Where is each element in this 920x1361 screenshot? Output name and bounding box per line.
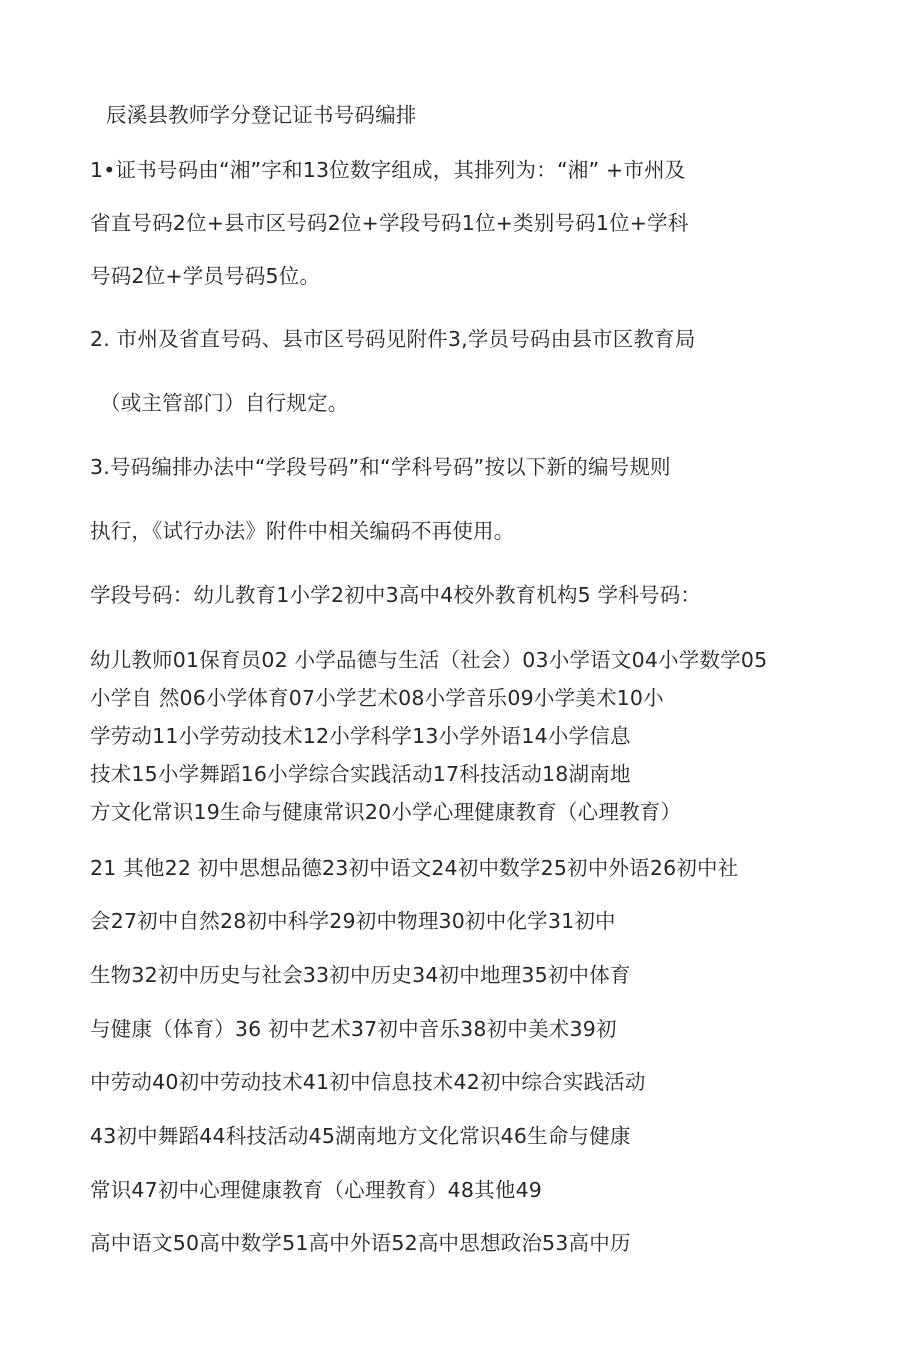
paragraph-line: （或主管部门）自行规定。 [100, 391, 349, 415]
paragraph-line: 3.号码编排办法中“学段号码”和“学科号码”按以下新的编号规则 [90, 455, 671, 479]
paragraph-line: 与健康（体育）36 初中艺术37初中音乐38初中美术39初 [90, 1017, 617, 1041]
paragraph-line: 省直号码2位+县市区号码2位+学段号码1位+类别号码1位+学科 [90, 211, 689, 235]
paragraph-line: 技术15小学舞蹈16小学综合实践活动17科技活动18湖南地 [90, 762, 631, 786]
paragraph-line: 会27初中自然28初中科学29初中物理30初中化学31初中 [90, 909, 616, 933]
document-title: 辰溪县教师学分登记证书号码编排 [106, 103, 417, 127]
paragraph-line: 生物32初中历史与社会33初中历史34初中地理35初中体育 [90, 963, 631, 987]
paragraph-line: 2. 市州及省直号码、县市区号码见附件3,学员号码由县市区教育局 [90, 327, 696, 351]
paragraph-line: 学劳动11小学劳动技术12小学科学13小学外语14小学信息 [90, 724, 631, 748]
paragraph-line: 执行，《试行办法》附件中相关编码不再使用。 [90, 519, 515, 543]
paragraph-line: 21 其他22 初中思想品德23初中语文24初中数学25初中外语26初中社 [90, 856, 739, 880]
paragraph-line: 常识47初中心理健康教育（心理教育）48其他49 [90, 1178, 543, 1202]
paragraph-line: 小学自 然06小学体育07小学艺术08小学音乐09小学美术10小 [90, 686, 664, 710]
paragraph-line: 1•证书号码由“湘”字和13位数字组成，其排列为：“湘” +市州及 [90, 158, 686, 182]
paragraph-line: 43初中舞蹈44科技活动45湖南地方文化常识46生命与健康 [90, 1124, 631, 1148]
paragraph-line: 高中语文50高中数学51高中外语52高中思想政治53高中历 [90, 1231, 631, 1255]
paragraph-line: 方文化常识19生命与健康常识20小学心理健康教育（心理教育） [90, 800, 682, 824]
paragraph-line: 号码2位+学员号码5位。 [90, 264, 321, 288]
paragraph-line: 幼儿教师01保育员02 小学品德与生活（社会）03小学语文04小学数学05 [90, 648, 768, 672]
paragraph-line: 中劳动40初中劳动技术41初中信息技术42初中综合实践活动 [90, 1070, 646, 1094]
paragraph-line: 学段号码：幼儿教育1小学2初中3高中4校外教育机构5 学科号码： [90, 583, 702, 607]
